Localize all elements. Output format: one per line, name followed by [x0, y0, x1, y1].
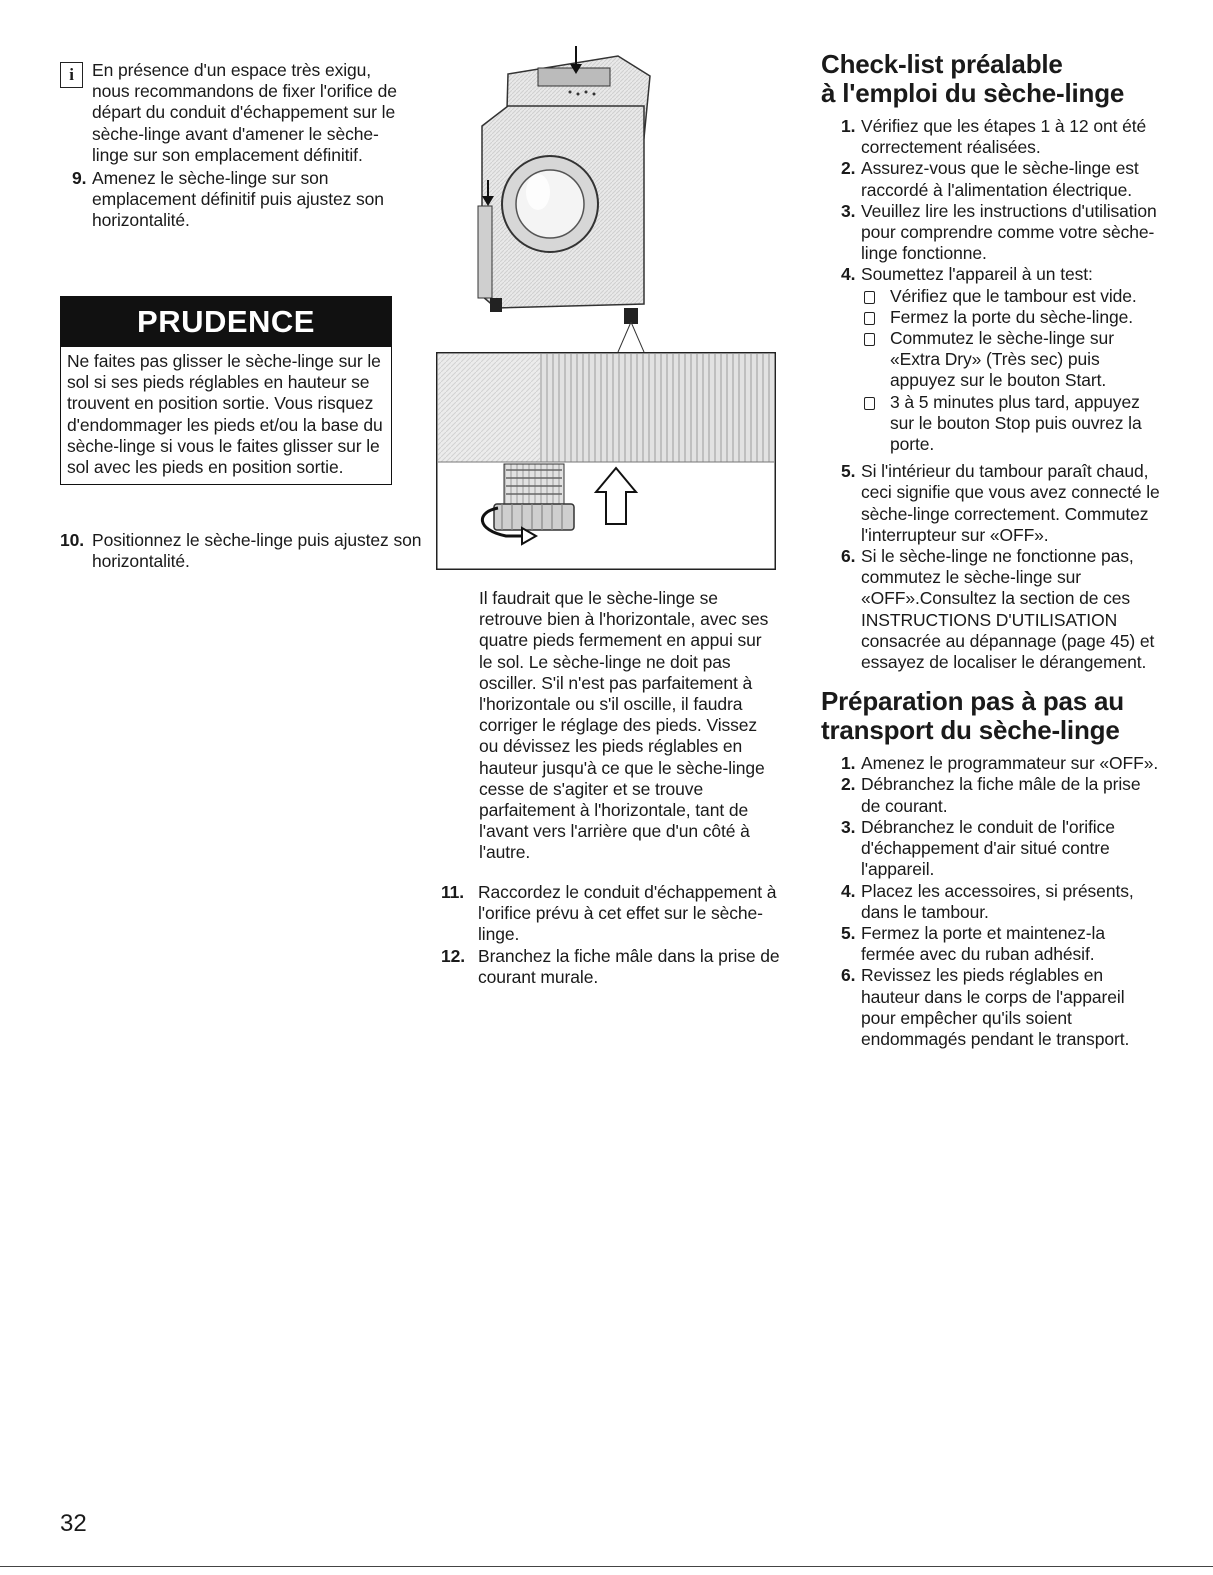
- list-item: [821, 546, 1161, 673]
- list-item: [821, 774, 1161, 816]
- item-number: 3.: [841, 816, 856, 837]
- right-column: [821, 50, 1161, 1050]
- step-number: 11.: [441, 882, 465, 902]
- transport-heading-line1: Préparation pas à pas au: [821, 686, 1124, 717]
- caution-box: [60, 296, 392, 485]
- item-text: Soumettez l'appareil à un test:: [861, 264, 1093, 285]
- info-note-text: En présence d'un espace très exigu, nous recommandons de fixer l'orifice de départ du conduit d'échappement sur le sèche-linge avant d'amener le sèche-linge sur son emplacement définitif.: [92, 60, 397, 165]
- list-item: [821, 201, 1161, 265]
- checkbox-item: [821, 307, 1161, 328]
- level-instructions: [479, 588, 779, 864]
- list-item: [821, 461, 1161, 546]
- checkbox-text: 3 à 5 minutes plus tard, appuyez sur le bouton Stop puis ouvrez la porte.: [890, 391, 1142, 455]
- info-icon: i: [60, 62, 83, 88]
- checkbox-item: [821, 328, 1161, 392]
- left-column: [60, 60, 400, 232]
- step-text: Branchez la fiche mâle dans la prise de courant murale.: [478, 945, 780, 987]
- step-12: [441, 946, 781, 988]
- item-number: 2.: [841, 158, 856, 179]
- item-number: 2.: [841, 774, 856, 795]
- step-11: [441, 882, 781, 946]
- transport-heading-line2: transport du sèche-linge: [821, 715, 1120, 746]
- checkbox-icon: [864, 312, 875, 325]
- checkbox-text: Fermez la porte du sèche-linge.: [890, 306, 1133, 327]
- item-number: 6.: [841, 546, 856, 567]
- footer-divider: [0, 1566, 1213, 1567]
- item-text: Placez les accessoires, si présents, dans le tambour.: [861, 880, 1134, 922]
- list-item: [821, 264, 1161, 285]
- checkbox-text: Vérifiez que le tambour est vide.: [890, 285, 1137, 306]
- item-number: 1.: [841, 753, 856, 774]
- item-text: Si l'intérieur du tambour paraît chaud, ceci signifie que vous avez connecté le sèche-linge correctement. Commutez l'interrupteur sur «OFF».: [861, 461, 1160, 545]
- item-number: 4.: [841, 264, 856, 285]
- item-number: 6.: [841, 965, 856, 986]
- list-item: [821, 158, 1161, 200]
- item-text: Amenez le programmateur sur «OFF».: [861, 753, 1159, 774]
- transport-list: [821, 753, 1161, 1050]
- item-text: Assurez-vous que le sèche-linge est raccordé à l'alimentation électrique.: [861, 158, 1139, 200]
- caution-text: Ne faites pas glisser le sèche-linge sur le sol si ses pieds réglables en hauteur se trouvent en position sortie. Vous risquez d'endommager les pieds et/ou la base du sèche-linge si vous le faites glisser sur le sol avec les pieds en position sortie.: [67, 351, 383, 478]
- list-item: [821, 965, 1161, 1050]
- dryer-illustration: [468, 46, 668, 352]
- item-text: Fermez la porte et maintenez-la fermée avec du ruban adhésif.: [861, 922, 1105, 965]
- checkbox-item: [821, 286, 1161, 307]
- item-text: Si le sèche-linge ne fonctionne pas, commutez le sèche-linge sur «OFF».Consultez la section de ces INSTRUCTIONS D'UTILISATION consacrée au dépannage (page 45) et essayez de localiser le dérangement.: [861, 546, 1155, 673]
- level-text: Il faudrait que le sèche-linge se retrouve bien à l'horizontale, avec ses quatre pieds fermement en appui sur le sol. Le sèche-linge ne doit pas osciller. S'il n'est pas parfaitement à l'horizontale ou s'il oscille, il faudra corriger le réglage des pieds. Vissez ou dévissez les pieds réglables en hauteur jusqu'à ce que le sèche-linge cesse de s'agiter et se trouve parfaitement à l'horizontale, tant de l'avant vers l'arrière que d'un côté à l'autre.: [479, 588, 769, 863]
- item-number: 1.: [841, 116, 856, 136]
- list-item: [821, 817, 1161, 881]
- step-10: [60, 530, 422, 572]
- list-item: [821, 116, 1161, 158]
- checklist-heading-line2: à l'emploi du sèche-linge: [821, 78, 1125, 108]
- list-item: [821, 923, 1161, 965]
- item-text: Débranchez la fiche mâle de la prise de courant.: [861, 774, 1141, 816]
- item-text: Veuillez lire les instructions d'utilisation pour comprendre comme votre sèche-linge fonctionne.: [861, 200, 1157, 264]
- item-number: 5.: [841, 922, 856, 943]
- checklist-heading: [821, 50, 1161, 108]
- info-note: [60, 60, 400, 166]
- steps-11-12: [441, 882, 781, 988]
- item-number: 4.: [841, 880, 856, 901]
- checkbox-text: Commutez le sèche-linge sur «Extra Dry» (Très sec) puis appuyez sur le bouton Start.: [890, 328, 1114, 391]
- checklist-list: [821, 116, 1161, 673]
- checkbox-icon: [864, 333, 875, 346]
- checkbox-item: [821, 392, 1161, 456]
- step-text: Positionnez le sèche-linge puis ajustez son horizontalité.: [92, 530, 422, 572]
- page-number: 32: [60, 1510, 87, 1537]
- item-text: Revissez les pieds réglables en hauteur dans le corps de l'appareil pour empêcher qu'ils soient endommagés pendant le transport.: [861, 965, 1130, 1049]
- item-number: 3.: [841, 200, 856, 221]
- item-text: Débranchez le conduit de l'orifice d'échappement d'air situé contre l'appareil.: [861, 816, 1115, 880]
- step-9: [60, 168, 400, 232]
- caution-title: PRUDENCE: [61, 297, 391, 347]
- item-number: 5.: [841, 461, 856, 482]
- step-number: 9.: [72, 168, 87, 189]
- adjustable-foot-detail: [436, 352, 776, 570]
- checkbox-icon: [864, 291, 875, 304]
- checkbox-icon: [864, 397, 875, 410]
- step-text: Amenez le sèche-linge sur son emplacement définitif puis ajustez son horizontalité.: [92, 168, 384, 231]
- step-number: 10.: [60, 530, 85, 550]
- item-text: Vérifiez que les étapes 1 à 12 ont été correctement réalisées.: [861, 116, 1147, 158]
- step-number: 12.: [441, 945, 466, 966]
- transport-heading: [821, 687, 1161, 745]
- list-item: [821, 881, 1161, 923]
- list-item: [821, 753, 1161, 774]
- checklist-heading-line1: Check-list préalable: [821, 49, 1063, 79]
- step-text: Raccordez le conduit d'échappement à l'orifice prévu à cet effet sur le sèche-linge.: [478, 882, 777, 945]
